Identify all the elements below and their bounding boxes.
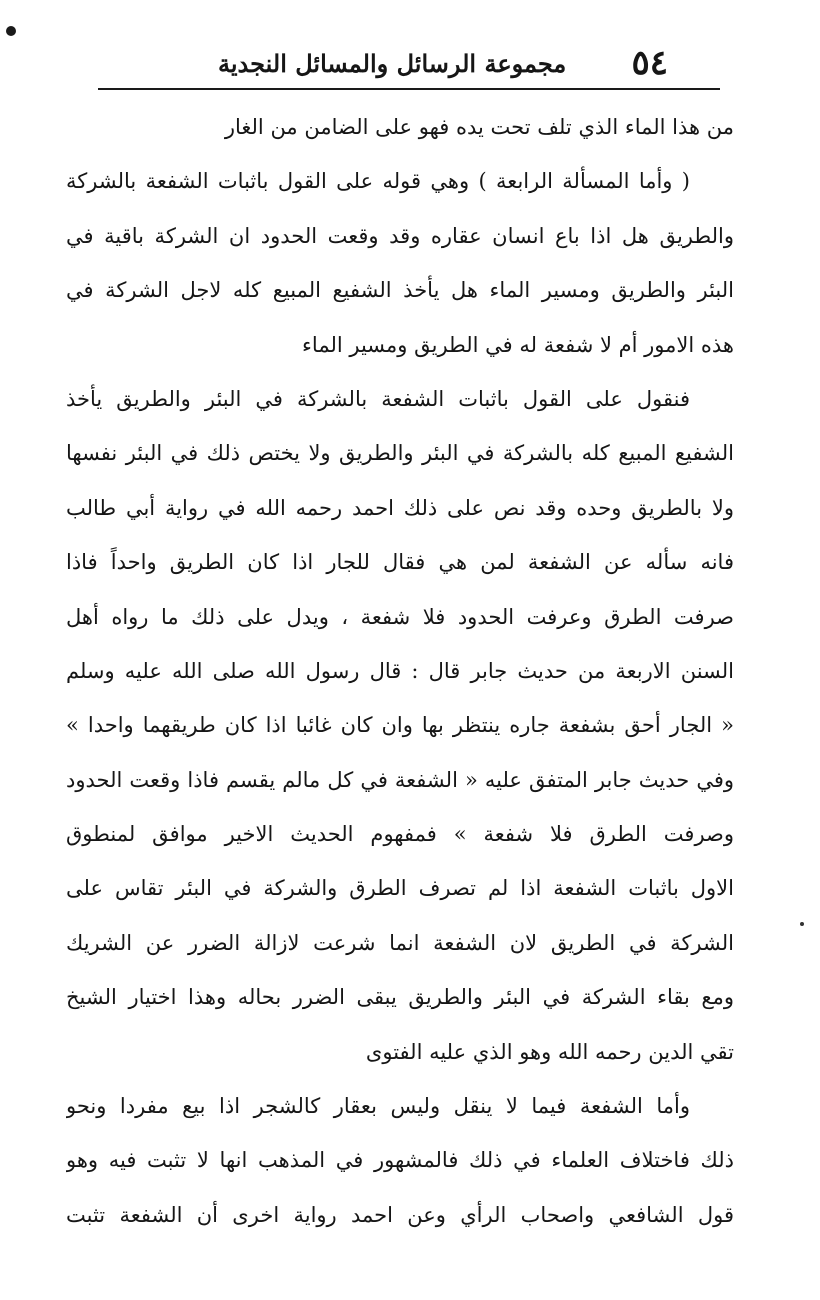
text-line: فنقول على القول باثبات الشفعة بالشركة في البئر والطريق يأخذ	[66, 386, 690, 411]
text-line: ذلك فاختلاف العلماء في ذلك فالمشهور في المذهب انها لا تثبت فيه وهو	[66, 1148, 734, 1173]
ink-dot	[6, 26, 16, 36]
text-line: ومع بقاء الشركة في البئر والطريق يبقى الضرر بحاله وهذا اختيار الشيخ	[66, 985, 734, 1010]
text-line: قول الشافعي واصحاب الرأي وعن احمد رواية اخرى أن الشفعة تثبت	[66, 1202, 734, 1227]
header-rule	[98, 88, 720, 90]
body-text	[66, 100, 734, 1242]
text-line: ( وأما المسألة الرابعة ) وهي قوله على القول باثبات الشفعة بالشركة	[66, 169, 690, 194]
text-line: ولا بالطريق وحده وقد نص على ذلك احمد رحمه الله في رواية أبي طالب	[66, 495, 734, 520]
text-line: البئر والطريق ومسير الماء هل يأخذ الشفيع المبيع كله لاجل الشركة في	[66, 278, 734, 303]
text-line: تقي الدين رحمه الله وهو الذي عليه الفتوى	[365, 1039, 734, 1064]
text-line: فانه سأله عن الشفعة لمن هي فقال للجار اذا كان الطريق واحداً فاذا	[66, 550, 734, 575]
text-line: الاول باثبات الشفعة اذا لم تصرف الطرق والشركة في البئر تقاس على	[66, 876, 734, 901]
running-title: مجموعة الرسائل والمسائل النجدية	[218, 48, 567, 78]
text-line: السنن الاربعة من حديث جابر قال : قال رسول الله صلى الله عليه وسلم	[66, 658, 734, 683]
text-line: وأما الشفعة فيما لا ينقل وليس بعقار كالشجر اذا بيع مفردا ونحو	[66, 1094, 690, 1119]
text-line: وفي حديث جابر المتفق عليه « الشفعة في كل مالم يقسم فاذا وقعت الحدود	[66, 767, 734, 792]
text-line: وصرفت الطرق فلا شفعة » فمفهوم الحديث الاخير موافق لمنطوق	[66, 822, 734, 847]
text-line: صرفت الطرق وعرفت الحدود فلا شفعة ، ويدل على ذلك ما رواه أهل	[66, 604, 734, 629]
text-line: الشركة في الطريق لان الشفعة انما شرعت لازالة الضرر عن الشريك	[66, 930, 734, 955]
text-line: هذه الامور أم لا شفعة له في الطريق ومسير الماء	[302, 332, 734, 357]
text-line: « الجار أحق بشفعة جاره ينتظر بها وان كان غائبا اذا كان طريقهما واحدا »	[66, 713, 734, 738]
text-line: الشفيع المبيع كله بالشركة في البئر والطريق ولا يختص ذلك في البئر نفسها	[66, 441, 734, 466]
text-line: من هذا الماء الذي تلف تحت يده فهو على الضامن من الغار	[224, 115, 734, 139]
text-line: والطريق هل اذا باع انسان عقاره وقد وقعت الحدود ان الشركة باقية في	[66, 223, 734, 248]
page-header	[98, 40, 720, 86]
page-number: ٥٤	[631, 43, 668, 83]
ink-speck	[800, 922, 804, 926]
